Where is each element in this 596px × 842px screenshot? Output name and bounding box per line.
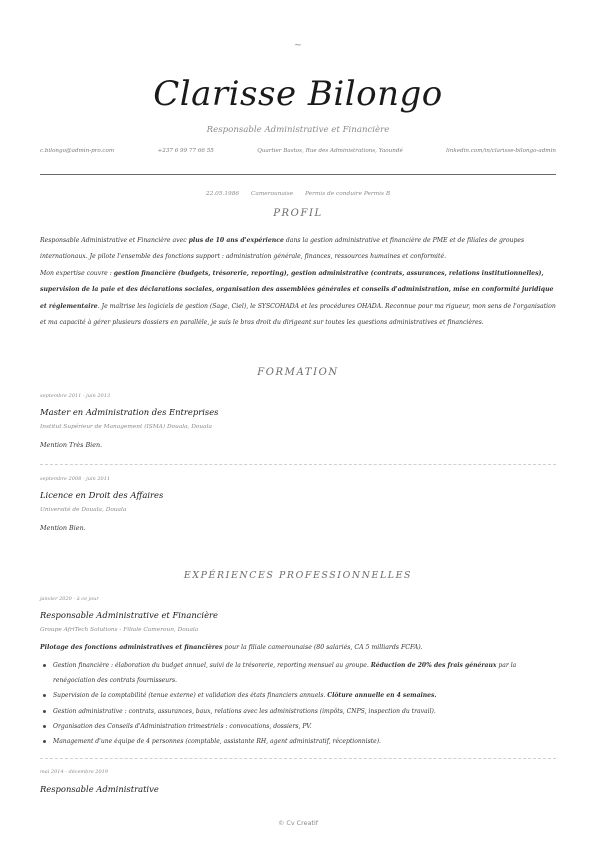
education-date: septembre 2011 - juin 2013 xyxy=(40,393,111,399)
profile-paragraph-2 xyxy=(40,266,556,331)
list-item xyxy=(40,688,556,703)
profile-text: Responsable Administrative et Financière avec xyxy=(40,237,189,244)
education-date: septembre 2008 - juin 2011 xyxy=(40,476,111,482)
list-item xyxy=(40,719,556,734)
footer-credit: © Cv Creatif xyxy=(277,819,319,827)
job-title: Responsable Administrative et Financière xyxy=(206,125,390,135)
profile-text: dans la gestion administrative et financière de PME et de filiales de groupes internationaux. Je pilote l'ensemble des fonctions support : administration générale, finances, ressources humaines et conformité. xyxy=(40,237,525,261)
bullet-text: Organisation des Conseils d'Administration trimestriels : convocations, dossiers, PV. xyxy=(53,722,312,730)
candidate-name: Clarisse Bilongo xyxy=(153,74,443,114)
experience-summary-highlight: Pilotage des fonctions administratives et financières xyxy=(40,644,223,651)
education-degree: Master en Administration des Entreprises xyxy=(40,407,219,417)
personal-info xyxy=(0,191,596,197)
section-title-profile: PROFIL xyxy=(273,208,323,219)
experience-summary-text: pour la filiale camerounaise (80 salariés, CA 5 milliards FCFA). xyxy=(222,644,423,651)
experience-role: Responsable Administrative et Financière xyxy=(40,610,219,620)
experience-bullets xyxy=(40,658,556,749)
bullet-text: Supervision de la comptabilité (tenue externe) et validation des états financiers annuels. xyxy=(53,692,328,700)
contact-phone[interactable]: +237 6 99 77 66 55 xyxy=(157,148,214,154)
nationality: Camerounaise xyxy=(250,191,294,197)
bullet-text: Gestion financière : élaboration du budget annuel, suivi de la trésorerie, reporting mensuel au groupe. xyxy=(53,662,371,669)
bullet-highlight: Réduction de 20% des frais généraux xyxy=(370,662,497,669)
contact-email[interactable]: c.bilongo@admin-pro.com xyxy=(40,148,115,154)
list-item xyxy=(40,734,556,749)
bullet-text: Management d'une équipe de 4 personnes (comptable, assistante RH, agent administratif, réceptionniste). xyxy=(53,738,381,746)
education-school: Université de Douala, Douala xyxy=(40,507,127,513)
bullet-highlight: Clôture annuelle en 4 semaines. xyxy=(327,692,437,700)
profile-text: Mon expertise couvre : xyxy=(40,270,114,277)
profile-paragraph-1 xyxy=(40,233,556,266)
bullet-text: par la renégociation des contrats fournisseurs. xyxy=(53,662,517,685)
item-divider xyxy=(40,758,556,759)
contact-address: Quartier Bastos, Rue des Administrations, Yaoundé xyxy=(257,148,403,154)
contact-linkedin[interactable]: linkedin.com/in/clarisse-bilongo-admin xyxy=(446,148,556,154)
experience-summary xyxy=(40,644,556,651)
header-ornament: ~ xyxy=(293,40,303,51)
profile-text: . Je maîtrise les logiciels de gestion (Sage, Ciel), le SYSCOHADA et les procédures OHADA. Reconnue pour ma rigueur, mon sens de l'organisation et ma capacité à gérer plusieurs dossiers en parallèle, je suis le bras droit du dirigeant sur toutes les questions administratives et financières. xyxy=(40,302,556,326)
profile-highlight: plus de 10 ans d'expérience xyxy=(188,237,284,244)
education-mention: Mention Bien. xyxy=(40,524,86,532)
list-item xyxy=(40,704,556,719)
bullet-text: Gestion administrative : contrats, assurances, baux, relations avec les administrations (impôts, CNPS, inspection du travail). xyxy=(53,707,436,715)
education-school: Institut Supérieur de Management (ISMA) Douala, Douala xyxy=(40,424,212,430)
experience-date: mai 2014 - décembre 2019 xyxy=(40,769,109,775)
experience-role: Responsable Administrative xyxy=(40,784,159,794)
section-title-experience: EXPÉRIENCES PROFESSIONNELLES xyxy=(183,570,413,581)
section-title-education: FORMATION xyxy=(257,367,339,378)
birthdate: 22.05.1986 xyxy=(205,191,240,197)
profile-highlight: gestion financière (budgets, trésorerie, reporting), gestion administrative (contrats, assurances, relations institutionnelles), supervision de la paie et des déclarations sociales, organisation des assemblées générales et conseils d'administration, mise en conformité juridique et réglementaire xyxy=(40,270,554,310)
list-item xyxy=(40,658,556,688)
contact-bar xyxy=(40,148,556,154)
education-degree: Licence en Droit des Affaires xyxy=(40,490,164,500)
item-divider xyxy=(40,464,556,465)
experience-company: Groupe AfriTech Solutions - Filiale Cameroun, Douala xyxy=(40,627,199,633)
driving-license: Permis de conduire Permis B xyxy=(305,191,391,197)
education-mention: Mention Très Bien. xyxy=(40,441,103,449)
header-divider xyxy=(40,174,556,175)
experience-date: janvier 2020 - à ce jour xyxy=(40,596,99,602)
